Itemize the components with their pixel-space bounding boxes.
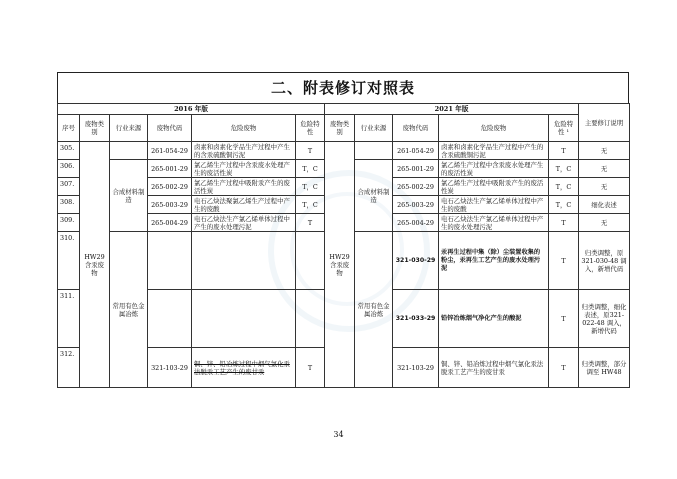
seq-cell: 310. [58,232,80,290]
table-row [58,142,630,160]
prop-2021: T，C [549,196,579,214]
code-2016: 265-001-29 [148,160,192,178]
remark-cell: 无 [579,214,630,232]
prop-2021: T [549,232,579,290]
prop-2016: T，C [296,178,325,196]
header-waste-2021: 危险废物 [439,115,549,142]
header-source-2016: 行业来源 [110,115,148,142]
source-2021: 合成材料制造 [355,160,393,232]
remark-cell: 无 [579,160,630,178]
code-2016: 261-054-29 [148,142,192,160]
header-category-2016: 废物类别 [80,115,110,142]
header-category-2021: 废物类别 [325,115,355,142]
header-property-2016: 危险特性 [296,115,325,142]
prop-2016: T，C [296,160,325,178]
comparison-sheet [57,72,629,388]
desc-2021: 氯乙烯生产过程中含汞废水处理产生的废活性炭 [439,160,549,178]
desc-2016: 卤素和卤素化学品生产过程中产生的含汞硫酸铜污泥 [192,142,296,160]
remark-cell: 无 [579,178,630,196]
page-title: 二、附表修订对照表 [57,72,629,103]
code-2021: 265-003-29 [393,196,439,214]
category-2016: HW29含汞废物 [80,142,110,388]
source-2016: 常用有色金属冶炼 [110,232,148,388]
header-remarks: 主要修订说明 [579,104,630,142]
seq-cell: 309. [58,214,80,232]
header-waste-2016: 危险废物 [192,115,296,142]
seq-cell: 305. [58,142,80,160]
header-code-2021: 废物代码 [393,115,439,142]
desc-2021: 氯乙烯生产过程中吸附汞产生的废活性炭 [439,178,549,196]
desc-2021: 铅锌冶炼烟气净化产生的酸泥 [439,290,549,348]
seq-cell: 308. [58,196,80,214]
remark-cell: 归类调整，原321-030-48 调入，新增代码 [579,232,630,290]
revision-comparison-table [57,103,630,388]
desc-2016: 电石乙炔法生产氯乙烯单体过程中产生的废水处理污泥 [192,214,296,232]
desc-2016: 铜、锌、铅冶炼过程中烟气氯化汞法脱汞工艺产生的废甘汞 [192,348,296,388]
code-2016: 265-002-29 [148,178,192,196]
source-2021: 常用有色金属冶炼 [355,232,393,388]
seq-cell: 312. [58,348,80,388]
code-2021: 265-001-29 [393,160,439,178]
code-2021: 265-004-29 [393,214,439,232]
page-number: 34 [333,430,344,439]
header-code-2016: 废物代码 [148,115,192,142]
prop-2021: T [549,290,579,348]
seq-cell: 307. [58,178,80,196]
code-2016: 265-003-29 [148,196,192,214]
desc-2021: 电石乙炔法生产氯乙烯单体过程中产生的废水处理污泥 [439,214,549,232]
prop-2021: T [549,348,579,388]
header-2021: 2021 年版 [325,104,579,115]
desc-2016: 氯乙烯生产过程中吸附汞产生的废活性炭 [192,178,296,196]
code-2021: 321-103-29 [393,348,439,388]
prop-2016: T [296,348,325,388]
remark-cell: 细化表述 [579,196,630,214]
source-2016: 合成材料制造 [110,160,148,232]
prop-2016: T [296,214,325,232]
code-2021: 265-002-29 [393,178,439,196]
desc-2016: 氯乙烯生产过程中含汞废水处理产生的废活性炭 [192,160,296,178]
prop-2021: T [549,142,579,160]
desc-2021: 电石乙炔法生产氯乙烯单体过程中产生的废酸 [439,196,549,214]
remark-cell: 归类调整，细化表述，原321-022-48 调入，新增代码 [579,290,630,348]
prop-2021: T [549,214,579,232]
prop-2021: T，C [549,178,579,196]
desc-2021: 汞再生过程中集（除）尘装置收集的粉尘，汞再生工艺产生的废水处理污泥 [439,232,549,290]
seq-cell: 306. [58,160,80,178]
desc-2021: 卤素和卤素化学品生产过程中产生的含汞硫酸铜污泥 [439,142,549,160]
code-2016: 265-004-29 [148,214,192,232]
header-source-2021: 行业来源 [355,115,393,142]
header-property-2021: 危险特性 ¹ [549,115,579,142]
category-2021: HW29含汞废物 [325,142,355,388]
code-2021: 321-033-29 [393,290,439,348]
code-2021: 321-030-29 [393,232,439,290]
seq-cell: 311. [58,290,80,348]
prop-2021: T，C [549,160,579,178]
prop-2016: T，C [296,196,325,214]
desc-2016: 电石乙炔法聚氯乙烯生产过程中产生的废酸 [192,196,296,214]
header-seq: 序号 [58,115,80,142]
remark-cell: 归类调整，部分调至 HW48 [579,348,630,388]
prop-2016: T [296,142,325,160]
remark-cell: 无 [579,142,630,160]
code-2021: 261-054-29 [393,142,439,160]
code-2016: 321-103-29 [148,348,192,388]
desc-2021: 铜、锌、铅冶炼过程中烟气氯化汞法脱汞工艺产生的废甘汞 [439,348,549,388]
header-2016: 2016 年版 [58,104,325,115]
